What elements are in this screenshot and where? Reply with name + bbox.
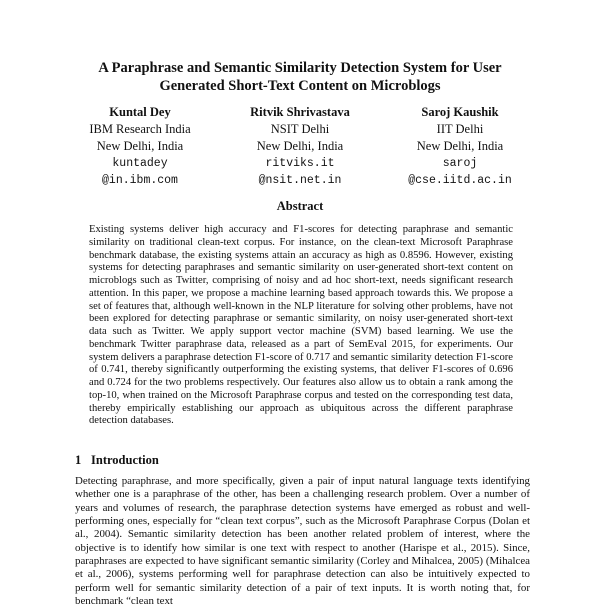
section-heading-introduction [75, 453, 159, 468]
author-kuntal-dey [60, 104, 220, 189]
author-name: Ritvik Shrivastava [250, 105, 350, 119]
author-affiliation: IIT Delhi [436, 122, 484, 136]
author-email-user: ritviks.it [265, 157, 335, 170]
author-location: New Delhi, India [416, 139, 504, 153]
author-name: Saroj Kaushik [421, 105, 499, 119]
author-email-domain: @in.ibm.com [102, 174, 178, 187]
author-block [60, 104, 540, 187]
author-affiliation: NSIT Delhi [270, 122, 330, 136]
section-title: Introduction [91, 453, 159, 467]
abstract-text: Existing systems deliver high accuracy and F1-scores for detecting paraphrase and semantic similarity on traditional clean-text corpus. For instance, on the clean-text Microsoft Paraphrase benchmark database, the existing systems attain an accuracy as high as 0.8596. However, existing systems for detecting paraphrases and semantic similarity on user-generated short-text content on microblogs such as Twitter, comprising of noisy and ad hoc short-text, needs significant research attention. In this paper, we propose a machine learning based approach towards this. We propose a set of features that, although well-known in the NLP literature for solving other problems, have not been explored for detecting paraphrase or semantic similarity, on noisy user-generated short-text data such as Twitter. We apply support vector machine (SVM) based learning. We use the benchmark Twitter paraphrase data, released as a part of SemEval 2015, for experiments. Our system delivers a paraphrase detection F1-score of 0.717 and semantic similarity detection F1-score of 0.741, thereby significantly outperforming the existing systems, that deliver F1-scores of 0.696 and 0.724 for the two problems respectively. Our features also allow us to obtain a rank among the top-10, when trained on the Microsoft Paraphrase corpus and tested on the corresponding test data, thereby empirically establishing our approach as ubiquitous across the different paraphrase detection databases. [89, 224, 513, 427]
introduction-text: Detecting paraphrase, and more specifically, given a pair of input natural language texts identifying whether one is a paraphrase of the other, has been a challenging research problem. Over a number of years and volumes of research, the paraphrase detection systems have emerged as robust and well-performing ones, especially for “clean text corpus”, such as the Microsoft Paraphrase Corpus (Dolan et al., 2004). Semantic similarity detection has been another related problem of interest, where the objective is to identify how similar is one text with respect to another (Harispe et al., 2015). Since, paraphrases are expected to have significant semantic similarity (Corley and Mihalcea, 2005) (Mihalcea et al., 2006), systems performing well for paraphrase detection can also be intuitively expected to perform well for semantic similarity detection of a pair of text inputs. It is worth noting that, for benchmark “clean text [75, 475, 530, 608]
author-email-user: saroj [442, 157, 478, 170]
paper-title-line-2: Generated Short-Text Content on Microblogs [159, 78, 441, 94]
author-name: Kuntal Dey [109, 105, 171, 119]
abstract-heading: Abstract [276, 199, 324, 213]
author-location: New Delhi, India [96, 139, 184, 153]
section-number: 1 [75, 453, 82, 467]
author-ritvik-shrivastava [220, 104, 380, 189]
author-email-user: kuntadey [112, 157, 168, 170]
author-email-domain: @cse.iitd.ac.in [408, 174, 512, 187]
paper-title-line-1: A Paraphrase and Semantic Similarity Detection System for User [98, 60, 502, 76]
author-location: New Delhi, India [256, 139, 344, 153]
author-affiliation: IBM Research India [89, 122, 191, 136]
author-email-domain: @nsit.net.in [258, 174, 342, 187]
author-saroj-kaushik [380, 104, 540, 189]
